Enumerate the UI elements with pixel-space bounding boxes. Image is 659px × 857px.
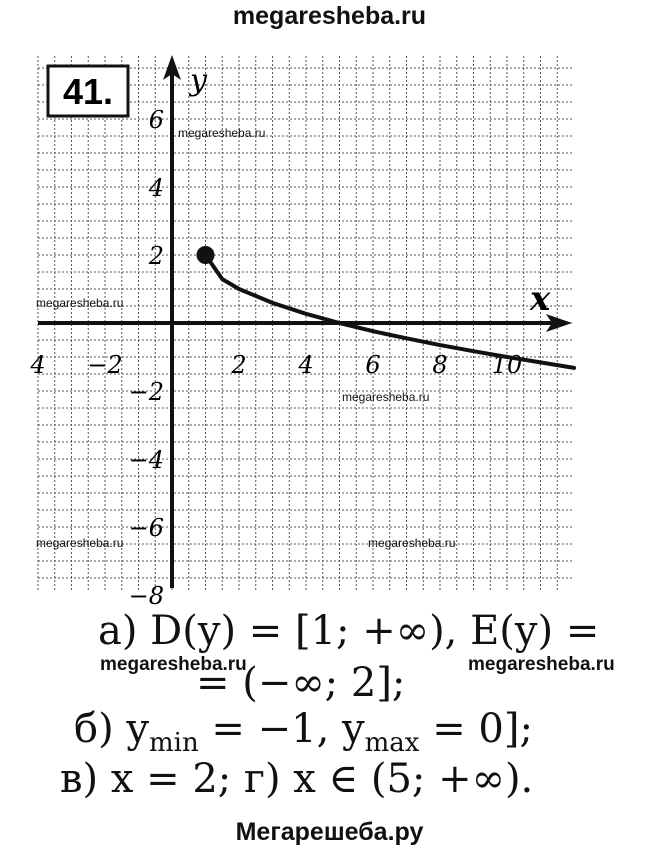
axes (38, 55, 572, 588)
x-tick-label: −2 (87, 351, 123, 379)
x-tick-label: 4 (298, 351, 314, 379)
y-tick-label: 2 (148, 242, 164, 270)
y-tick-label: −6 (128, 514, 164, 542)
curve (197, 246, 575, 368)
answer-b-max-sub: max (364, 728, 420, 758)
x-tick-label: 6 (365, 351, 381, 379)
watermark: megaresheba.ru (36, 296, 124, 310)
watermark: megaresheba.ru (100, 654, 247, 675)
x-tick-label: 10 (491, 351, 523, 379)
problem-number-box (48, 66, 128, 116)
watermark: megaresheba.ru (368, 536, 456, 550)
site-footer: Мегарешеба.ру (235, 818, 424, 846)
answer-b-end: = 0]; (419, 706, 533, 752)
answer-b-mid: = −1, y (198, 706, 365, 752)
answer-b-prefix: б) y (74, 706, 149, 752)
answer-a-line1: а) D(y) = [1; +∞), E(y) = (98, 608, 600, 654)
watermark: megaresheba.ru (36, 536, 124, 550)
x-axis-label: x (530, 279, 551, 319)
x-tick-label: 4 (30, 351, 46, 379)
watermark: megaresheba.ru (178, 126, 266, 140)
y-tick-label: −2 (128, 378, 164, 406)
watermark: megaresheba.ru (468, 654, 615, 675)
watermark: megaresheba.ru (342, 390, 430, 404)
answer-b (74, 706, 533, 758)
y-tick-label: 6 (148, 106, 164, 134)
y-tick-label: 4 (148, 174, 164, 202)
y-tick-label: −8 (128, 582, 164, 610)
site-header: megaresheba.ru (232, 2, 427, 30)
tick-labels (29, 106, 522, 610)
answer-a-line2: = (−∞; 2]; (196, 660, 406, 706)
answer-b-min-sub: min (149, 728, 199, 758)
problem-number: 41. (62, 71, 114, 112)
start-point (197, 246, 215, 264)
x-tick-label: 2 (231, 351, 247, 379)
y-tick-label: −4 (128, 446, 164, 474)
x-tick-label: 8 (432, 351, 448, 379)
answer-v-g: в) x = 2; г) x ∈ (5; +∞). (60, 756, 534, 802)
y-axis-label: y (190, 63, 207, 98)
